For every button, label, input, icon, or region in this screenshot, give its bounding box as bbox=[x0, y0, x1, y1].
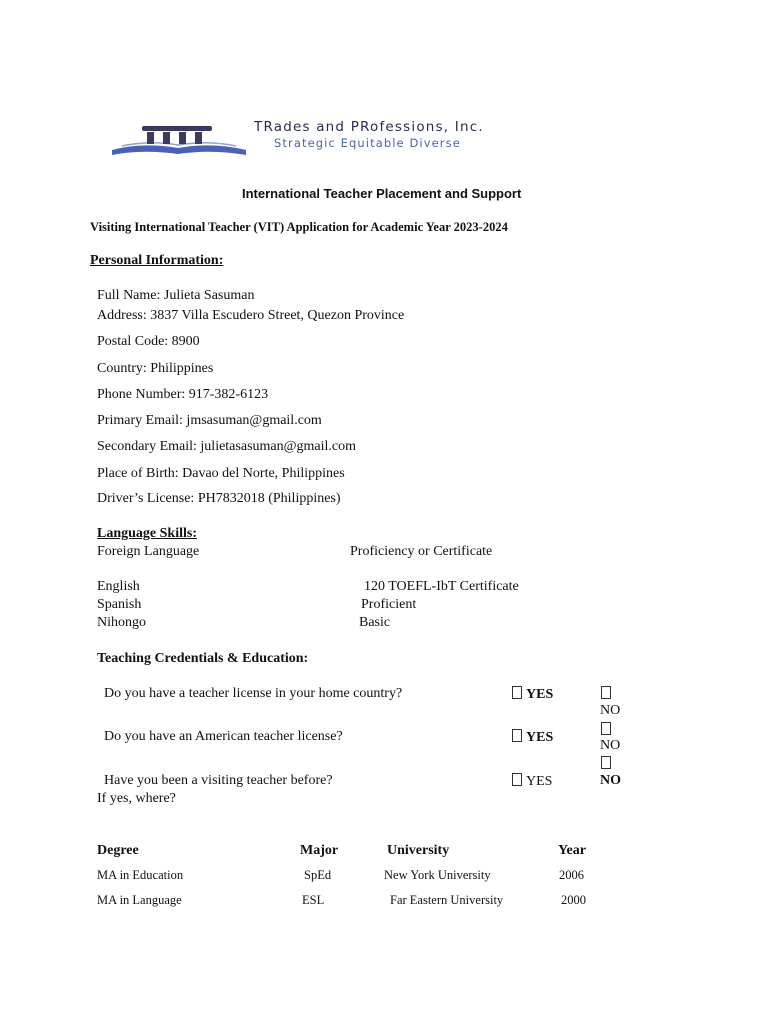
major-cell: ESL bbox=[302, 893, 325, 907]
language-column-header: Foreign Language bbox=[97, 544, 200, 559]
no-label: NO bbox=[600, 738, 621, 753]
language-proficiency: Basic bbox=[359, 615, 391, 630]
company-name: TRades and PRofessions, Inc. bbox=[254, 119, 484, 135]
language-name: Spanish bbox=[97, 597, 142, 612]
question-visiting-teacher: Have you been a visiting teacher before? bbox=[104, 773, 333, 788]
language-name: English bbox=[97, 579, 140, 594]
university-column-header: University bbox=[387, 843, 450, 858]
document-heading: International Teacher Placement and Support bbox=[242, 186, 522, 201]
yes-label: YES bbox=[526, 687, 554, 702]
yes-label: YES bbox=[526, 774, 553, 789]
answer-yes-option[interactable] bbox=[512, 686, 553, 703]
full-name: Full Name: Julieta Sasuman bbox=[97, 288, 255, 303]
postal-code: Postal Code: 8900 bbox=[97, 334, 200, 349]
personal-information-title: Personal Information: bbox=[90, 253, 224, 268]
question-american-license: Do you have an American teacher license? bbox=[104, 729, 343, 744]
answer-yes-option[interactable] bbox=[512, 729, 553, 746]
degree-cell: MA in Education bbox=[97, 868, 184, 882]
language-proficiency: Proficient bbox=[361, 597, 417, 612]
checkbox-icon[interactable] bbox=[512, 686, 522, 699]
no-label: NO bbox=[600, 703, 621, 718]
major-cell: SpEd bbox=[304, 868, 332, 882]
major-column-header: Major bbox=[300, 843, 339, 858]
checkbox-icon[interactable] bbox=[601, 756, 611, 769]
drivers-license: Driver’s License: PH7832018 (Philippines) bbox=[97, 491, 341, 506]
university-cell: Far Eastern University bbox=[390, 893, 504, 907]
question-teacher-license-home: Do you have a teacher license in your home country? bbox=[104, 686, 403, 701]
company-tagline: Strategic Equitable Diverse bbox=[274, 136, 461, 150]
year-column-header: Year bbox=[558, 843, 586, 858]
answer-yes-option[interactable] bbox=[512, 773, 552, 790]
if-yes-where-label: If yes, where? bbox=[97, 791, 176, 806]
company-logo bbox=[112, 119, 612, 156]
checkbox-icon[interactable] bbox=[512, 729, 522, 742]
degree-column-header: Degree bbox=[97, 843, 139, 858]
application-title: Visiting International Teacher (VIT) Application for Academic Year 2023-2024 bbox=[90, 220, 508, 234]
university-cell: New York University bbox=[384, 868, 491, 882]
country: Country: Philippines bbox=[97, 361, 214, 376]
address: Address: 3837 Villa Escudero Street, Quezon Province bbox=[97, 308, 405, 323]
language-skills-title: Language Skills: bbox=[97, 526, 197, 541]
year-cell: 2000 bbox=[561, 893, 586, 907]
yes-label: YES bbox=[526, 730, 554, 745]
teaching-credentials-title: Teaching Credentials & Education: bbox=[97, 651, 309, 666]
language-name: Nihongo bbox=[97, 615, 146, 630]
phone-number: Phone Number: 917-382-6123 bbox=[97, 387, 269, 402]
year-cell: 2006 bbox=[559, 868, 584, 882]
primary-email: Primary Email: jmsasuman@gmail.com bbox=[97, 413, 322, 428]
checkbox-icon[interactable] bbox=[601, 686, 611, 699]
checkbox-icon[interactable] bbox=[601, 722, 611, 735]
degree-cell: MA in Language bbox=[97, 893, 182, 907]
secondary-email: Secondary Email: julietasasuman@gmail.com bbox=[97, 439, 356, 454]
language-proficiency: 120 TOEFL-IbT Certificate bbox=[364, 579, 519, 594]
place-of-birth: Place of Birth: Davao del Norte, Philippines bbox=[97, 466, 345, 481]
no-label: NO bbox=[600, 773, 621, 788]
columns-book-icon bbox=[112, 122, 247, 156]
proficiency-column-header: Proficiency or Certificate bbox=[350, 544, 493, 559]
checkbox-icon[interactable] bbox=[512, 773, 522, 786]
